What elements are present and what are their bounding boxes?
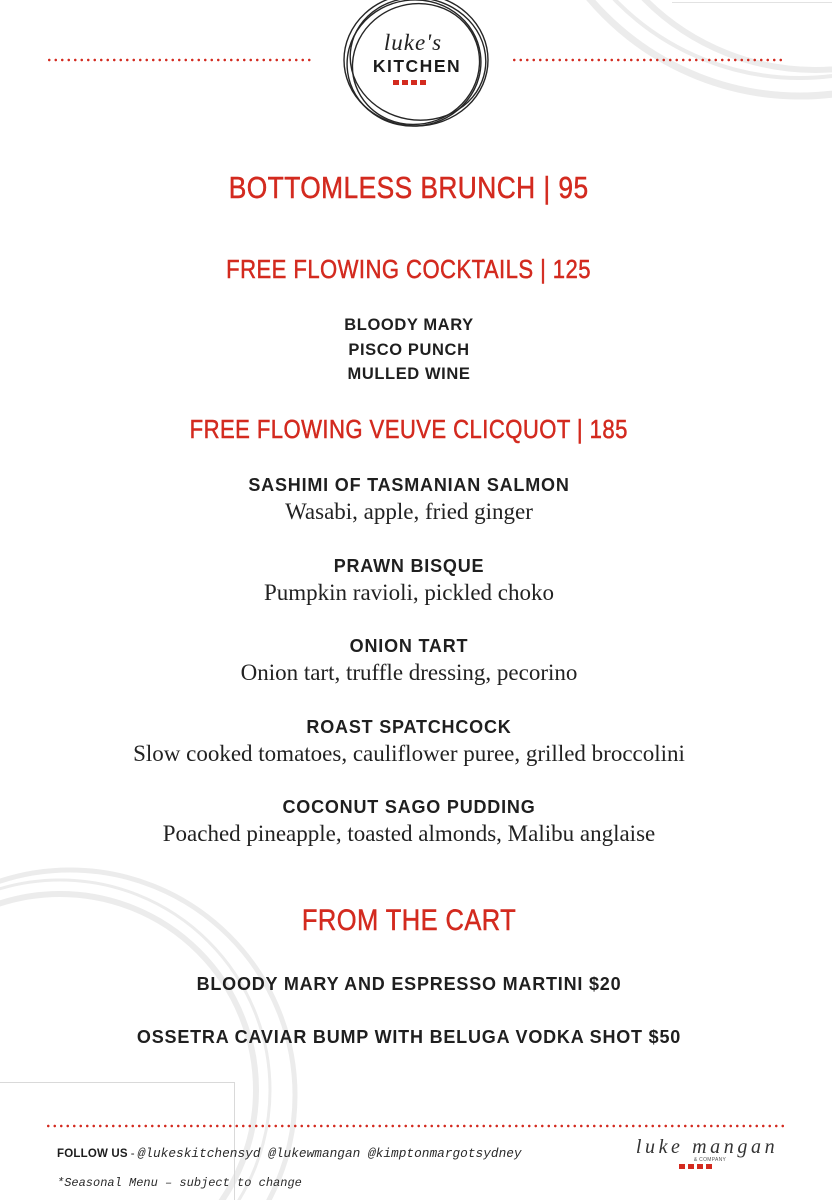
cocktail-list [0, 313, 818, 387]
cart-heading [0, 903, 818, 939]
veuve-heading-text: FREE FLOWING VEUVE CLICQUOT | 185 [189, 414, 629, 444]
cocktails-heading-text: FREE FLOWING COCKTAILS | 125 [226, 254, 592, 284]
red-square [402, 80, 408, 85]
cart-item: OSSETRA CAVIAR BUMP WITH BELUGA VODKA SHOT $50 [136, 1027, 682, 1047]
dish-name: COCONUT SAGO PUDDING [282, 797, 536, 817]
dish-description: Wasabi, apple, fried ginger [285, 499, 533, 524]
red-square [393, 80, 399, 85]
red-square [697, 1164, 703, 1169]
partner-logo-red-squares [679, 1164, 712, 1169]
cocktails-heading [0, 253, 818, 285]
cocktail-item: MULLED WINE [347, 365, 471, 383]
dish-item [0, 554, 818, 608]
luke-mangan-logo [632, 1134, 782, 1174]
red-square [420, 80, 426, 85]
dish-item [0, 473, 818, 527]
logo-red-squares [393, 80, 426, 85]
header-dotted-rule-left [46, 58, 311, 62]
veuve-heading [0, 413, 818, 445]
dish-name: SASHIMI OF TASMANIAN SALMON [248, 475, 570, 495]
dish-item [0, 715, 818, 769]
social-handles: @lukeskitchensyd @lukewmangan @kimptonmargotsydney [137, 1146, 522, 1161]
dish-item [0, 795, 818, 849]
brunch-title [0, 170, 818, 206]
logo-script-text: luke's [383, 30, 443, 55]
cart-item: BLOODY MARY AND ESPRESSO MARTINI $20 [196, 974, 622, 994]
cocktail-item: PISCO PUNCH [348, 340, 470, 359]
dish-name: ROAST SPATCHCOCK [306, 717, 512, 737]
lukes-kitchen-logo [336, 0, 496, 135]
dish-description: Pumpkin ravioli, pickled choko [263, 580, 554, 605]
red-square [679, 1164, 685, 1169]
top-right-frame-line [672, 0, 832, 3]
partner-logo-script: luke mangan [635, 1136, 779, 1158]
dish-name: ONION TART [349, 636, 469, 656]
dish-name: PRAWN BISQUE [333, 556, 485, 576]
follow-us-line [57, 1145, 522, 1161]
logo-wordmark: KITCHEN [372, 56, 462, 76]
brunch-title-text: BOTTOMLESS BRUNCH | 95 [229, 170, 589, 205]
dish-item [0, 634, 818, 688]
cart-heading-text: FROM THE CART [301, 904, 517, 937]
dish-description: Slow cooked tomatoes, cauliflower puree, grilled broccolini [133, 741, 685, 766]
partner-logo-subtitle: & COMPANY [693, 1157, 727, 1163]
seasonal-note: *Seasonal Menu – subject to change [57, 1176, 302, 1190]
cocktail-item: BLOODY MARY [344, 316, 474, 334]
follow-us-label: FOLLOW US [57, 1148, 128, 1160]
red-square [706, 1164, 712, 1169]
footer-dotted-rule [45, 1124, 786, 1128]
dish-description: Onion tart, truffle dressing, pecorino [240, 660, 578, 685]
red-square [688, 1164, 694, 1169]
dish-description: Poached pineapple, toasted almonds, Malibu anglaise [162, 821, 656, 846]
follow-us-separator: - [130, 1148, 135, 1160]
red-square [411, 80, 417, 85]
header-dotted-rule-right [511, 58, 786, 62]
